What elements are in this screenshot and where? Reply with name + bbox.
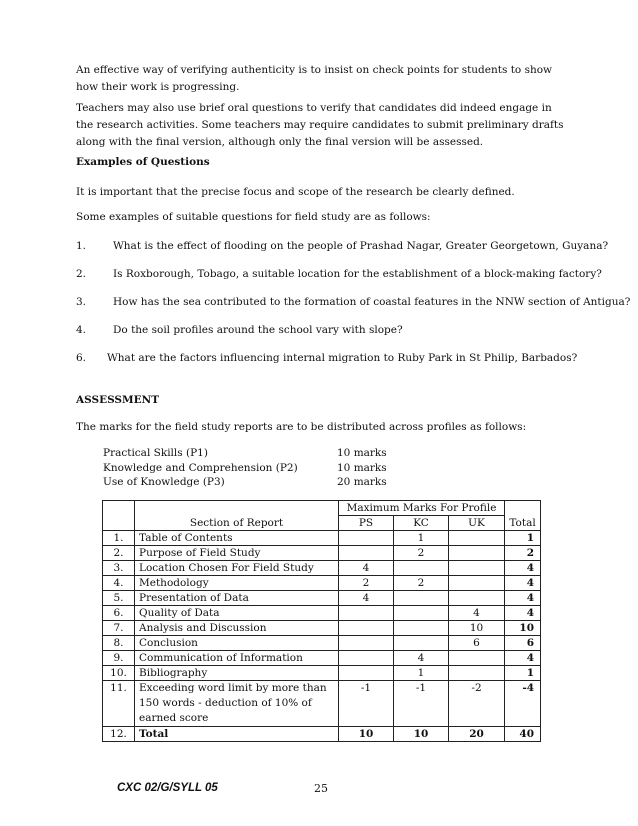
row-kc	[394, 591, 449, 606]
question-number: 2.	[76, 268, 87, 280]
row-section: Presentation of Data	[135, 591, 339, 606]
row-uk	[449, 666, 505, 681]
row-ps	[339, 606, 394, 621]
row-kc	[394, 561, 449, 576]
profile-name: Use of Knowledge (P3)	[103, 476, 225, 488]
row-ps	[339, 636, 394, 651]
row-ps	[339, 546, 394, 561]
marks-table	[102, 500, 541, 742]
table-row	[103, 636, 541, 651]
row-total: 10	[505, 621, 541, 636]
profile-marks: 10 marks	[337, 447, 387, 459]
row-ps: 4	[339, 561, 394, 576]
row-uk	[449, 591, 505, 606]
profile-name: Knowledge and Comprehension (P2)	[103, 462, 298, 474]
row-uk	[449, 651, 505, 666]
row-number: 6.	[103, 606, 135, 621]
row-total: 4	[505, 576, 541, 591]
row-number: 11.	[103, 681, 135, 727]
row-uk	[449, 546, 505, 561]
paragraph-oral-questions: Teachers may also use brief oral questions to verify that candidates did indeed engage in the research activities. Some teachers may require candidates to submit preliminary drafts along with the final version, although only the final version will be assessed.	[76, 102, 564, 148]
table-row	[103, 591, 541, 606]
row-ps: 4	[339, 591, 394, 606]
question-number: 1.	[76, 240, 87, 252]
row-kc	[394, 621, 449, 636]
table-row	[103, 531, 541, 546]
row-total: 6	[505, 636, 541, 651]
profile-name: Practical Skills (P1)	[103, 447, 208, 459]
row-kc: 1	[394, 531, 449, 546]
kc-header: KC	[394, 516, 449, 531]
row-total: 1	[505, 531, 541, 546]
question-text: What are the factors influencing internal migration to Ruby Park in St Philip, Barbados?	[107, 352, 578, 364]
row-kc: 2	[394, 576, 449, 591]
row-total: 4	[505, 561, 541, 576]
row-ps	[339, 666, 394, 681]
table-header-row	[103, 501, 541, 516]
row-kc	[394, 636, 449, 651]
row-number: 8.	[103, 636, 135, 651]
question-text: Do the soil profiles around the school vary with slope?	[113, 324, 403, 336]
assessment-intro: The marks for the field study reports are to be distributed across profiles as follows:	[76, 421, 527, 433]
question-text: How has the sea contributed to the formation of coastal features in the NNW section of Antigua?	[113, 296, 631, 308]
row-section: Conclusion	[135, 636, 339, 651]
row-uk: 6	[449, 636, 505, 651]
row-section: Bibliography	[135, 666, 339, 681]
row-number: 12.	[103, 727, 135, 742]
question-text: Is Roxborough, Tobago, a suitable location for the establishment of a block-making factory?	[113, 268, 602, 280]
table-row	[103, 651, 541, 666]
row-number: 5.	[103, 591, 135, 606]
row-section: Communication of Information	[135, 651, 339, 666]
grand-total: 40	[505, 727, 541, 742]
row-section: Analysis and Discussion	[135, 621, 339, 636]
row-number: 1.	[103, 531, 135, 546]
row-kc: 4	[394, 651, 449, 666]
profile-marks: 10 marks	[337, 462, 387, 474]
total-header: Total	[505, 501, 541, 531]
row-ps	[339, 621, 394, 636]
row-uk: -2	[449, 681, 505, 727]
row-section: Quality of Data	[135, 606, 339, 621]
paragraph-examples-intro: Some examples of suitable questions for field study are as follows:	[76, 211, 431, 223]
row-number: 3.	[103, 561, 135, 576]
row-total: 4	[505, 591, 541, 606]
paragraph-authenticity: An effective way of verifying authenticity is to insist on check points for students to show how their work is progressing.	[76, 64, 553, 93]
total-kc: 10	[394, 727, 449, 742]
row-kc: -1	[394, 681, 449, 727]
row-total: 2	[505, 546, 541, 561]
table-row	[103, 546, 541, 561]
profile-marks: 20 marks	[337, 476, 387, 488]
syllabus-code: CXC 02/G/SYLL 05	[117, 782, 218, 794]
row-section: Methodology	[135, 576, 339, 591]
table-row	[103, 561, 541, 576]
row-total: 1	[505, 666, 541, 681]
row-number: 9.	[103, 651, 135, 666]
row-number: 2.	[103, 546, 135, 561]
row-number: 10.	[103, 666, 135, 681]
examples-heading: Examples of Questions	[76, 156, 210, 168]
total-label: Total	[135, 727, 339, 742]
question-number: 3.	[76, 296, 87, 308]
assessment-heading: ASSESSMENT	[76, 394, 160, 406]
row-total: 4	[505, 606, 541, 621]
table-row	[103, 606, 541, 621]
question-text: What is the effect of flooding on the people of Prashad Nagar, Greater Georgetown, Guyana?	[113, 240, 609, 252]
row-uk	[449, 531, 505, 546]
table-total-row	[103, 727, 541, 742]
row-uk: 10	[449, 621, 505, 636]
row-ps	[339, 531, 394, 546]
row-uk	[449, 561, 505, 576]
row-section: Exceeding word limit by more than 150 words - deduction of 10% of earned score	[135, 681, 339, 727]
page-number: 25	[314, 782, 328, 795]
row-total: 4	[505, 651, 541, 666]
row-ps: 2	[339, 576, 394, 591]
table-row	[103, 621, 541, 636]
row-section: Purpose of Field Study	[135, 546, 339, 561]
row-section: Table of Contents	[135, 531, 339, 546]
table-row	[103, 681, 541, 727]
section-header: Section of Report	[135, 501, 339, 531]
ps-header: PS	[339, 516, 394, 531]
row-section: Location Chosen For Field Study	[135, 561, 339, 576]
row-kc: 1	[394, 666, 449, 681]
row-ps	[339, 651, 394, 666]
group-header: Maximum Marks For Profile	[339, 501, 505, 516]
paragraph-focus: It is important that the precise focus and scope of the research be clearly defined.	[76, 186, 515, 198]
row-uk	[449, 576, 505, 591]
row-ps: -1	[339, 681, 394, 727]
question-number: 4.	[76, 324, 87, 336]
row-uk: 4	[449, 606, 505, 621]
header-blank-cell	[103, 501, 135, 531]
table-row	[103, 666, 541, 681]
row-number: 7.	[103, 621, 135, 636]
table-row	[103, 576, 541, 591]
row-total: -4	[505, 681, 541, 727]
total-ps: 10	[339, 727, 394, 742]
row-number: 4.	[103, 576, 135, 591]
row-kc: 2	[394, 546, 449, 561]
question-number: 6.	[76, 352, 87, 364]
uk-header: UK	[449, 516, 505, 531]
total-uk: 20	[449, 727, 505, 742]
row-kc	[394, 606, 449, 621]
